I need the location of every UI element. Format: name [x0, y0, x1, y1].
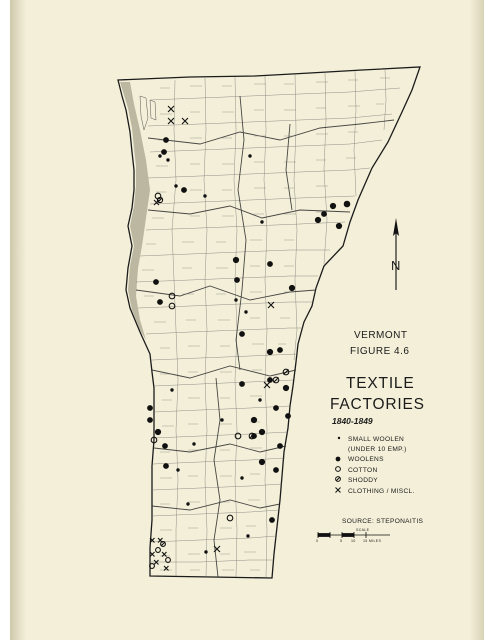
- woolens-markers: [148, 138, 350, 523]
- scale-tick-label: 15 MILES: [363, 539, 382, 543]
- title-line-1: TEXTILE: [346, 375, 415, 392]
- legend-slashed-circle-icon: [336, 477, 341, 482]
- scale-tick-label: 0: [316, 539, 319, 543]
- legend-small-dot-icon: [338, 437, 340, 439]
- legend-label: WOOLENS: [348, 456, 384, 463]
- legend-open-circle-icon: [336, 467, 341, 472]
- cotton-markers: [150, 193, 241, 568]
- scale-title: SCALE: [356, 528, 370, 532]
- legend-label: (UNDER 10 EMP.): [348, 446, 407, 453]
- state-name: VERMONT: [354, 330, 408, 341]
- legend-label: COTTON: [348, 467, 378, 474]
- map-legend: [336, 436, 415, 495]
- town-boundaries: [136, 69, 400, 577]
- legend-x-mark-icon: [336, 488, 341, 493]
- legend-label: SMALL WOOLEN: [348, 436, 405, 443]
- north-label: N: [391, 258, 401, 273]
- town-name-marks: [142, 78, 390, 570]
- legend-label: SHODDY: [348, 477, 379, 484]
- state-outline: [118, 67, 420, 578]
- small-woolen-markers: [159, 155, 263, 553]
- source-credit: SOURCE: STEPONAITIS: [342, 518, 424, 525]
- scale-bar: [318, 532, 390, 538]
- scale-tick-label: 5: [340, 539, 343, 543]
- north-arrow: [391, 218, 400, 290]
- scale-tick-label: 10: [351, 539, 356, 543]
- years-subtitle: 1840-1849: [332, 416, 373, 426]
- figure-number: FIGURE 4.6: [350, 346, 410, 357]
- lake-islands: [140, 96, 156, 130]
- legend-label: CLOTHING / MISCL.: [348, 488, 415, 495]
- title-line-2: FACTORIES: [330, 396, 425, 413]
- factory-symbols: [148, 106, 350, 571]
- legend-filled-circle-icon: [336, 457, 341, 462]
